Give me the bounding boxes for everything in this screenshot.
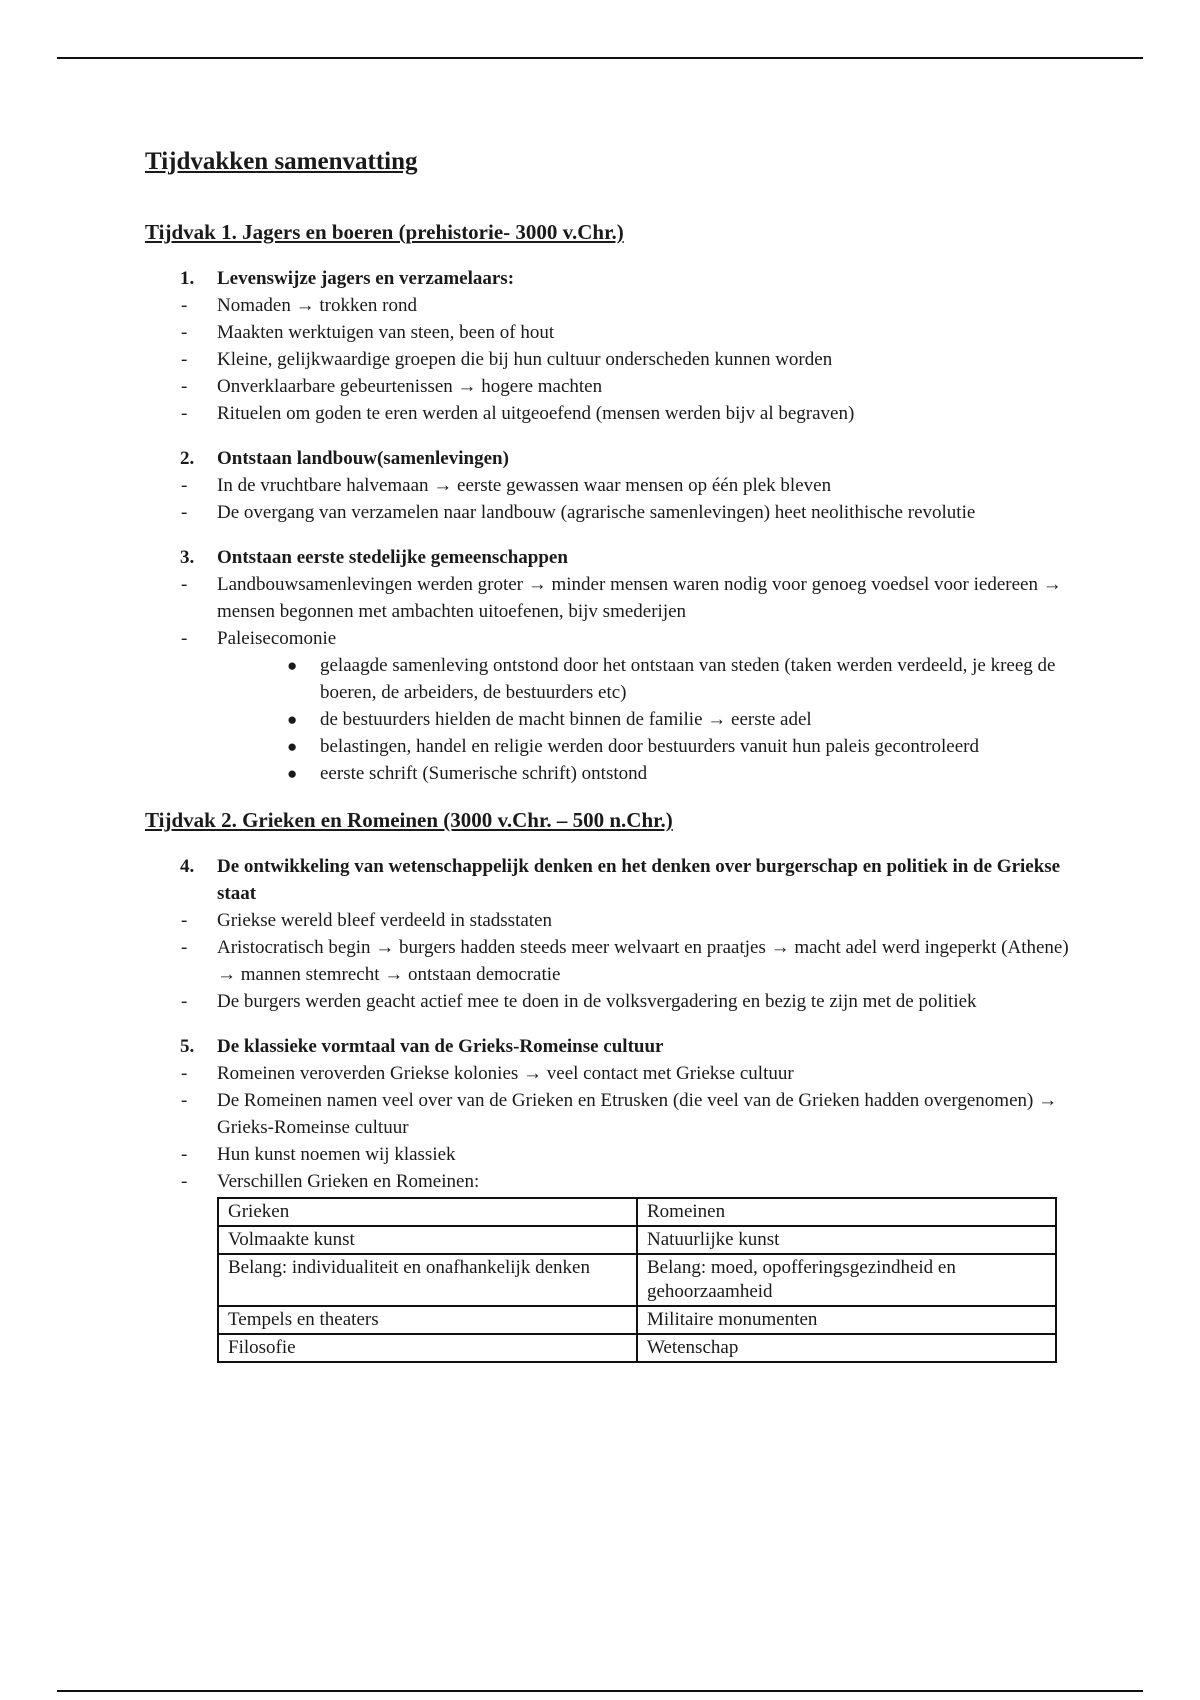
list-item-text: Kleine, gelijkwaardige groepen die bij hun cultuur onderscheden kunnen worden [217,349,833,370]
dash-marker: - [181,502,188,523]
table-cell: Grieken [218,1198,637,1226]
bullet-item [285,733,1075,760]
list-item-text: Paleisecomonie [217,628,337,649]
list-item [145,346,1075,373]
list-item-text: Aristocratisch begin → burgers hadden steeds meer welvaart en praatjes → macht adel werd ingeperkt (Athene) → mannen stemrecht → ontstaan democratie [217,937,1069,985]
table-row [218,1334,1056,1362]
list-item-text: De Romeinen namen veel over van de Grieken en Etrusken (die veel van de Grieken hadden overgenomen) → Grieks-Romeinse cultuur [217,1090,1058,1138]
section-number: 1. [180,268,195,289]
dash-marker: - [181,1090,188,1111]
dash-marker: - [181,910,188,931]
list-item [145,499,1075,526]
list-item [145,319,1075,346]
list-item-text: Nomaden → trokken rond [217,295,417,316]
section-2 [145,445,1075,526]
dash-marker: - [181,574,188,595]
list-item [145,625,1075,652]
bullet-item [285,706,1075,733]
list-item-text: In de vruchtbare halvemaan → eerste gewassen waar mensen op één plek bleven [217,475,832,496]
document-title: Tijdvakken samenvatting [145,148,418,175]
dash-marker: - [181,376,188,397]
list-item [145,292,1075,319]
dash-list [145,1060,1075,1195]
bullet-text: de bestuurders hielden de macht binnen de familie → eerste adel [320,709,812,730]
list-item [145,400,1075,427]
list-item [145,1060,1075,1087]
table-cell: Filosofie [218,1334,637,1362]
dash-marker: - [181,1144,188,1165]
dash-list [145,571,1075,652]
list-item [145,472,1075,499]
list-item [145,1141,1075,1168]
list-item-text: De burgers werden geacht actief mee te doen in de volksvergadering en bezig te zijn met de politiek [217,991,977,1012]
bullet-text: gelaagde samenleving ontstond door het ontstaan van steden (taken werden verdeeld, je kreeg de boeren, de arbeiders, de bestuurders etc) [320,655,1056,703]
section-5 [145,1033,1075,1363]
bullet-list [145,652,1075,787]
section-heading [145,445,1075,472]
table-row [218,1198,1056,1226]
dash-marker: - [181,991,188,1012]
table-row [218,1306,1056,1334]
list-item-text: Onverklaarbare gebeurtenissen → hogere machten [217,376,603,397]
list-item-text: Hun kunst noemen wij klassiek [217,1144,456,1165]
bullet-icon: ● [287,737,298,756]
section-3 [145,544,1075,787]
section-number: 4. [180,856,195,877]
table-cell: Natuurlijke kunst [637,1226,1056,1254]
list-item [145,988,1075,1015]
list-item-text: De overgang van verzamelen naar landbouw (agrarische samenlevingen) heet neolithische revolutie [217,502,976,523]
bullet-text: belastingen, handel en religie werden door bestuurders vanuit hun paleis gecontroleerd [320,736,979,757]
bullet-text: eerste schrift (Sumerische schrift) ontstond [320,763,648,784]
table-cell: Militaire monumenten [637,1306,1056,1334]
section-heading [145,544,1075,571]
section-number: 3. [180,547,195,568]
top-rule [57,57,1143,59]
dash-marker: - [181,295,188,316]
list-item-text: Verschillen Grieken en Romeinen: [217,1171,480,1192]
table-cell: Belang: individualiteit en onafhankelijk denken [218,1254,637,1306]
document-page [145,142,1075,1381]
dash-marker: - [181,937,188,958]
list-item-text: Landbouwsamenlevingen werden groter → minder mensen waren nodig voor genoeg voedsel voor iedereen → mensen begonnen met ambachten uitoefenen, bijv smederijen [217,574,1062,622]
list-item [145,1168,1075,1195]
list-item [145,907,1075,934]
bullet-icon: ● [287,656,298,675]
section-heading [145,853,1075,907]
section-4 [145,853,1075,1015]
list-item-text: Maakten werktuigen van steen, been of hout [217,322,555,343]
dash-marker: - [181,403,188,424]
dash-list [145,472,1075,526]
dash-list [145,907,1075,1015]
dash-marker: - [181,322,188,343]
list-item-text: Griekse wereld bleef verdeeld in stadsstaten [217,910,553,931]
list-item [145,934,1075,988]
list-item [145,571,1075,625]
dash-marker: - [181,1171,188,1192]
list-item [145,373,1075,400]
section-title: De ontwikkeling van wetenschappelijk denken en het denken over burgerschap en politiek in de Griekse staat [217,856,1061,904]
list-item-text: Romeinen veroverden Griekse kolonies → veel contact met Griekse cultuur [217,1063,794,1084]
section-title: Ontstaan eerste stedelijke gemeenschappen [217,547,568,568]
bottom-rule [57,1690,1143,1692]
section-number: 5. [180,1036,195,1057]
dash-marker: - [181,349,188,370]
dash-marker: - [181,475,188,496]
table-cell: Wetenschap [637,1334,1056,1362]
table-cell: Romeinen [637,1198,1056,1226]
list-item [145,1087,1075,1141]
section-heading [145,265,1075,292]
section-number: 2. [180,448,195,469]
bullet-item [285,652,1075,706]
bullet-icon: ● [287,710,298,729]
dash-list [145,292,1075,427]
tijdvak-1-heading: Tijdvak 1. Jagers en boeren (prehistorie- 3000 v.Chr.) [145,220,624,244]
list-item-text: Rituelen om goden te eren werden al uitgeoefend (mensen werden bijv al begraven) [217,403,855,424]
bullet-icon: ● [287,764,298,783]
section-title: Levenswijze jagers en verzamelaars: [217,268,515,289]
section-heading [145,1033,1075,1060]
table-cell: Volmaakte kunst [218,1226,637,1254]
tijdvak-2-heading: Tijdvak 2. Grieken en Romeinen (3000 v.Chr. – 500 n.Chr.) [145,808,673,832]
section-title: De klassieke vormtaal van de Grieks-Romeinse cultuur [217,1036,664,1057]
table-cell: Belang: moed, opofferingsgezindheid en gehoorzaamheid [637,1254,1056,1306]
bullet-item [285,760,1075,787]
section-1 [145,265,1075,427]
comparison-table [217,1197,1057,1363]
table-cell: Tempels en theaters [218,1306,637,1334]
table-row [218,1226,1056,1254]
table-row [218,1254,1056,1306]
dash-marker: - [181,628,188,649]
dash-marker: - [181,1063,188,1084]
section-title: Ontstaan landbouw(samenlevingen) [217,448,509,469]
